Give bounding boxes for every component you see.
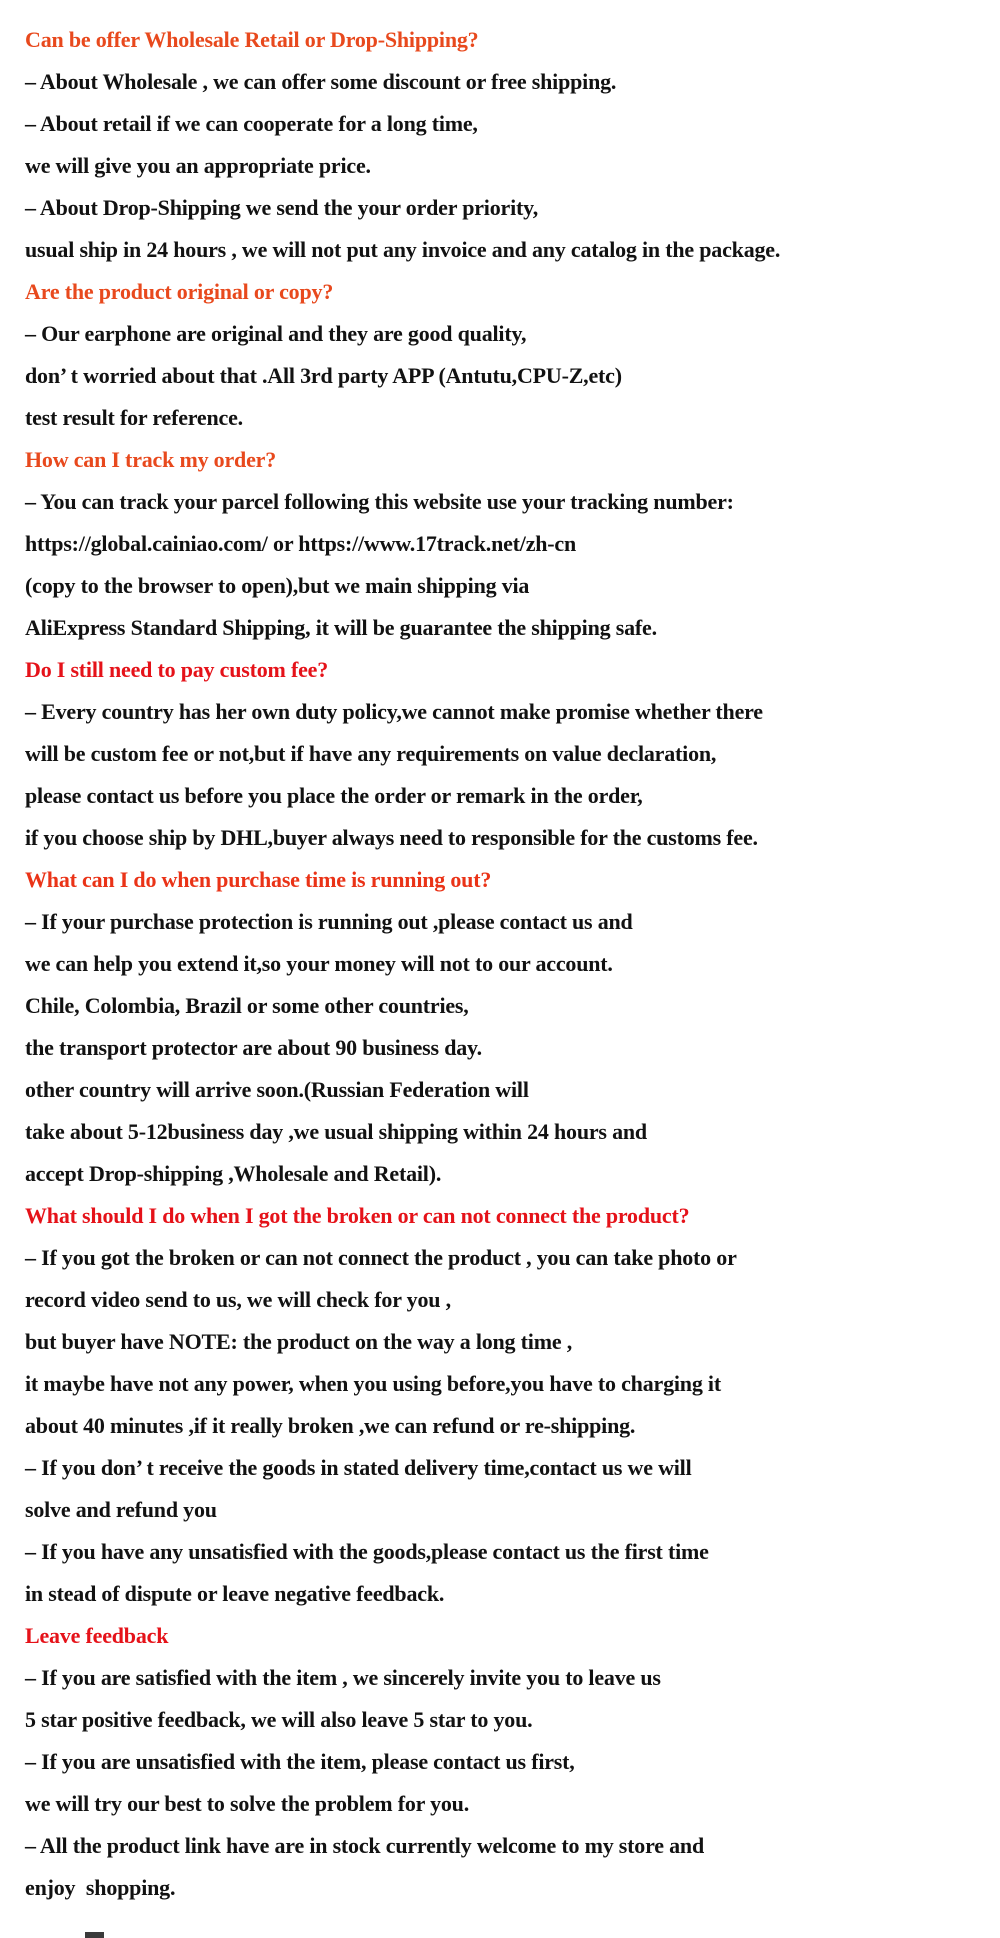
faq-line: other country will arrive soon.(Russian Federation will — [25, 1077, 529, 1102]
faq-line: take about 5-12business day ,we usual shipping within 24 hours and — [25, 1119, 647, 1144]
faq-line: – About retail if we can cooperate for a long time, — [25, 111, 478, 136]
faq-line: don’ t worried about that .All 3rd party APP (Antutu,CPU-Z,etc) — [25, 363, 622, 388]
faq-line: it maybe have not any power, when you using before,you have to charging it — [25, 1371, 721, 1396]
faq-line: please contact us before you place the order or remark in the order, — [25, 783, 643, 808]
faq-section-heading: Are the product original or copy? — [25, 279, 334, 304]
faq-line: we can help you extend it,so your money will not to our account. — [25, 951, 613, 976]
faq-line: – About Drop-Shipping we send the your order priority, — [25, 195, 538, 220]
faq-line: the transport protector are about 90 business day. — [25, 1035, 482, 1060]
faq-line: – If you have any unsatisfied with the goods,please contact us the first time — [25, 1539, 709, 1564]
faq-line: – If your purchase protection is running out ,please contact us and — [25, 909, 633, 934]
faq-line: – If you got the broken or can not connect the product , you can take photo or — [25, 1245, 737, 1270]
faq-section-heading: How can I track my order? — [25, 447, 277, 472]
faq-line: 5 star positive feedback, we will also leave 5 star to you. — [25, 1707, 533, 1732]
faq-line: – About Wholesale , we can offer some discount or free shipping. — [25, 69, 617, 94]
faq-section-heading: What should I do when I got the broken or can not connect the product? — [25, 1203, 690, 1228]
faq-line: accept Drop-shipping ,Wholesale and Retail). — [25, 1161, 442, 1186]
faq-line: we will give you an appropriate price. — [25, 153, 371, 178]
faq-line: AliExpress Standard Shipping, it will be guarantee the shipping safe. — [25, 615, 657, 640]
faq-line: solve and refund you — [25, 1497, 217, 1522]
cutoff-artifact — [85, 1932, 104, 1938]
faq-line: https://global.cainiao.com/ or https://www.17track.net/zh-cn — [25, 531, 577, 556]
faq-line: if you choose ship by DHL,buyer always need to responsible for the customs fee. — [25, 825, 758, 850]
faq-section-heading: What can I do when purchase time is running out? — [25, 867, 492, 892]
faq-section-heading: Do I still need to pay custom fee? — [25, 657, 329, 682]
faq-line: Chile, Colombia, Brazil or some other countries, — [25, 993, 469, 1018]
faq-line: in stead of dispute or leave negative feedback. — [25, 1581, 445, 1606]
faq-line: – All the product link have are in stock currently welcome to my store and — [25, 1833, 704, 1858]
faq-line: – If you don’ t receive the goods in stated delivery time,contact us we will — [25, 1455, 692, 1480]
faq-line: – If you are satisfied with the item , we sincerely invite you to leave us — [25, 1665, 661, 1690]
faq-line: but buyer have NOTE: the product on the way a long time , — [25, 1329, 572, 1354]
faq-line: (copy to the browser to open),but we main shipping via — [25, 573, 530, 598]
faq-section-heading: Can be offer Wholesale Retail or Drop-Shipping? — [25, 27, 479, 52]
faq-line: record video send to us, we will check for you , — [25, 1287, 451, 1312]
faq-line: enjoy shopping. — [25, 1875, 176, 1900]
faq-line: – Our earphone are original and they are good quality, — [25, 321, 527, 346]
faq-line: – You can track your parcel following this website use your tracking number: — [25, 489, 734, 514]
faq-line: – If you are unsatisfied with the item, please contact us first, — [25, 1749, 575, 1774]
faq-section-heading: Leave feedback — [25, 1623, 169, 1648]
faq-line: about 40 minutes ,if it really broken ,we can refund or re-shipping. — [25, 1413, 636, 1438]
faq-line: test result for reference. — [25, 405, 243, 430]
faq-line: will be custom fee or not,but if have any requirements on value declaration, — [25, 741, 717, 766]
faq-line: we will try our best to solve the problem for you. — [25, 1791, 470, 1816]
faq-line: usual ship in 24 hours , we will not put any invoice and any catalog in the package. — [25, 237, 781, 262]
faq-line: – Every country has her own duty policy,we cannot make promise whether there — [25, 699, 763, 724]
